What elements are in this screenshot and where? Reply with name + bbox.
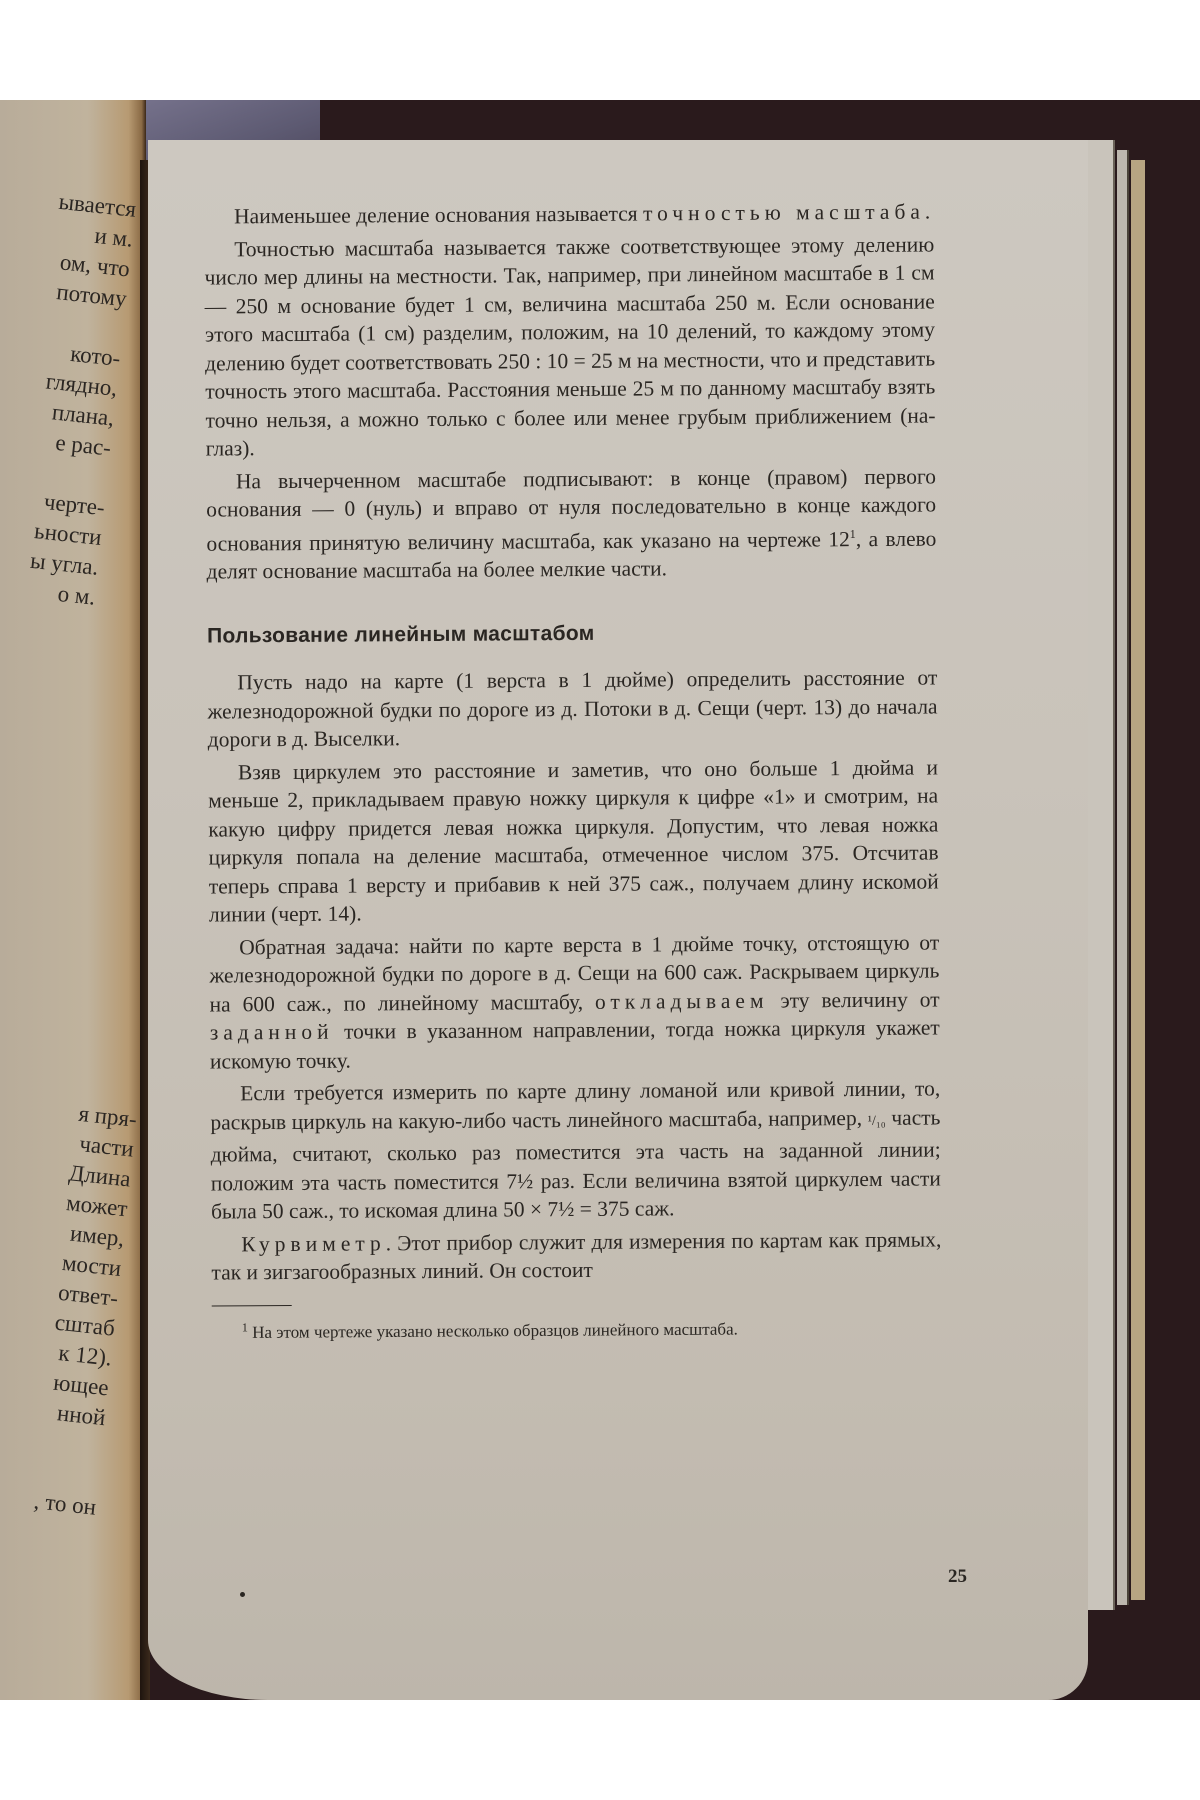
left-page-line: мости — [60, 1249, 123, 1282]
left-page-line: нной — [55, 1400, 107, 1431]
page-body — [204, 197, 942, 1347]
left-page-line: глядно, — [45, 368, 119, 401]
left-page-line: ывается — [58, 188, 138, 222]
paragraph: Точностью масштаба называется также соответствующее этому делению число мер длины на местности. Так, например, при линейном масштабе в 1 см — 250 м основание будет 1 см, величина масштаба 250 м. Если основание этого масштаба (1 см) разделим, положим, на 10 делений, то каждому этому делению будет соответствовать 250 : 10 = 25 м на местности, что и представить точность этого масштаба. Расстояния меньше 25 м по данному масштабу взять точно нельзя, а можно только с более или менее грубым приближением (на-глаз). — [204, 231, 936, 461]
left-page-line: к 12). — [57, 1340, 113, 1371]
left-page-line: потому — [55, 279, 129, 312]
book-photo — [0, 100, 1200, 1700]
left-page-line: кото- — [69, 340, 123, 372]
paragraph: Наименьшее деление основания называется точностью масштаба. — [234, 199, 931, 229]
left-page-line: я пря- — [77, 1100, 138, 1132]
left-page-line: ющее — [51, 1369, 110, 1401]
paragraph: На вычерченном масштабе подписывают: в конце (правом) первого основания — 0 (нуль) и вправо от нуля последовательно в конце каждого основания принятую величину масштаба, как указано на чертеже $12^1$, а влево делят основание масштаба на более мелкие части. — [206, 463, 937, 584]
left-page-line: о м. — [57, 580, 98, 610]
left-page-line: черте- — [43, 488, 107, 521]
page-number: 25 — [948, 1566, 967, 1587]
section-heading: Пользование линейным масштабом — [206, 621, 595, 648]
paragraph: Обратная задача: найти по карте верста в 1 дюйме точку, отстоящую от железнодорожной будки по дороге в д. Сещи на 600 саж. Раскрываем циркуль на 600 саж., по линейному масштабу, откладываем эту величину от заданной точки в указанном направлении, тогда ножка циркуля укажет искомую точку. — [209, 930, 940, 1074]
footnote-divider — [212, 1305, 292, 1307]
paragraph: Пусть надо на карте (1 верста в 1 дюйме) определить расстояние от железнодорожной будки по дороге из д. Потоки в д. Сещи (черт. 13) до начала дороги в д. Выселки. — [207, 665, 938, 752]
paragraph: Курвиметр. Этот прибор служит для измерения по картам как прямых, так и зигзагообразных линий. Он состоит — [211, 1227, 942, 1285]
left-page-line: е рас- — [54, 429, 113, 461]
left-page-line: плана, — [51, 399, 116, 431]
left-page-line: части — [77, 1131, 135, 1162]
left-page-line: ьности — [33, 518, 104, 551]
paragraph: Взяв циркулем это расстояние и заметив, что оно больше 1 дюйма и меньше 2, прикладываем правую ножку циркуля к цифре «1» и смотрим, на какую цифру придется левая ножка циркуля. Допустим, что левая ножка циркуля попала на деление масштаба, отмеченное числом 375. Отсчитав теперь справа 1 версту и прибавив к ней 375 саж., получаем длину искомой линии (черт. 14). — [208, 755, 939, 927]
left-page-line: сштаб — [53, 1309, 116, 1341]
left-page-text-top — [17, 187, 138, 613]
ink-speck — [240, 1592, 245, 1597]
left-page-line: ответ- — [56, 1279, 119, 1311]
left-page — [0, 100, 146, 1700]
right-page — [148, 140, 1088, 1700]
left-page-line: может — [64, 1190, 129, 1222]
left-page-line: , то он — [32, 1488, 98, 1520]
left-page-line: и м. — [93, 222, 135, 252]
left-page-text-bottom — [32, 1098, 138, 1522]
left-page-line: ы угла. — [29, 547, 101, 580]
left-page-line: ом, что — [59, 249, 132, 282]
page-edges — [1085, 140, 1155, 1640]
left-page-line: Длина — [67, 1160, 132, 1192]
left-page-line: имер, — [68, 1220, 126, 1252]
paragraph: Если требуется измерить по карте длину ломаной или кривой линии, то, раскрыв циркуль на какую-либо часть линейного масштаба, например, ¹/₁₀ часть дюйма, считают, сколько раз поместится эта часть на заданной линии; положим эта часть поместится 7½ раз. Если величина взятой циркулем части была 50 саж., то искомая длина 50 × 7½ = 375 саж. — [210, 1076, 941, 1224]
footnote: $^1$ На этом чертеже указано несколько образцов линейного масштаба. — [241, 1319, 738, 1342]
